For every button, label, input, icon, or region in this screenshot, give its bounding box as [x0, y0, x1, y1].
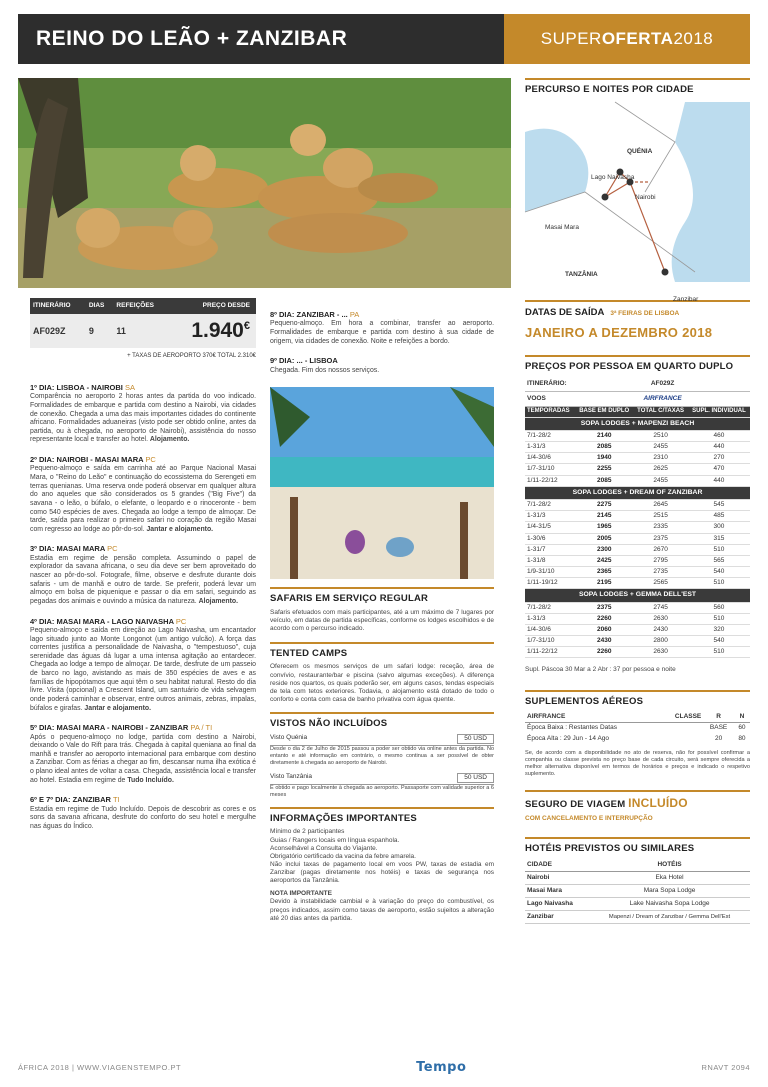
table-row: 1-31/3 2260 2630 510: [525, 613, 750, 624]
day-6-7: [30, 795, 256, 831]
pascoa-note: Supl. Páscoa 30 Mar a 2 Abr : 37 por pessoa e noite: [525, 666, 676, 674]
note-text: Devido à instabilidade cambial e à variação do preço do combustível, os preços indicados, assim como taxas de aeroporto, estão sujeitos a alteração até 20 dias antes da partida.: [270, 898, 494, 922]
day-title: 2º DIA: NAIROBI - MASAI MARA PC: [30, 455, 156, 464]
page-header: [18, 14, 750, 64]
tented-text: Oferecem os mesmos serviços de um safari lodge: receção, área de convívio, restaurante/bar e piscina (salvo algumas exceções). A diferença reside nos quartos, os quais poderão ser, em alguns casos, tendas especiais de tela com tetos exteriores. Todavia, o alojamento está dotado de todo o conforto e conta com casa de banho privativa com água quente.: [270, 663, 494, 703]
super-label: SUPER: [540, 29, 602, 49]
table-row: 1/11-22/12 2260 2630 510: [525, 647, 750, 658]
price-group-header: SOPA LODGES + GEMMA DELL'EST: [525, 589, 750, 602]
table-row: Lago Naivasha Lake Naivasha Sopa Lodge: [525, 898, 750, 911]
table-row: Época Alta : 29 Jun - 14 Ago 20 80: [527, 734, 746, 742]
table-row: 1/4-30/6 2060 2430 320: [525, 624, 750, 635]
hoteis-title: HOTÉIS PREVISTOS OU SIMILARES: [525, 837, 750, 855]
page-footer: [18, 1060, 750, 1076]
day-description: Pequeno-almoço e saída em direção ao Lago Naivasha, um encantador lago situado junto ao Monte Longonot (um antigo vulcão). A força das correntes justifica a personalidade de Naivasha, o "tempestuoso", cuja serenidade das águas dá lugar a uma intensa agitação ao entardecer. Chegada ao lodge a tempo de almoçar. De tarde, desfrute de um passeio de barco no lago, avistando as mais de 350 espécies de aves e as famílias de hipopótamos que aqui têm o seu habitat natural. Resto do dia livre. Visita (opcional) a Crescent Island, um santuário de vida selvagem onde poderá caminhar e observar, entre outros animais, zebras, impalas, búfalos e girafas. Jantar e alojamento.: [30, 626, 256, 712]
visa-name: Visto Quénia: [270, 733, 308, 741]
header-title-bar: [18, 14, 504, 64]
datas-sub: 3ª FEIRAS DE LISBOA: [610, 309, 680, 317]
col-supl: SUPL. INDIVIDUAL: [688, 407, 750, 418]
lions-photo: [18, 78, 511, 288]
column-middle: [270, 310, 494, 923]
seguro-sub: COM CANCELAMENTO E INTERRUPÇÃO: [525, 814, 653, 822]
day-1: [30, 383, 256, 445]
column-left: [30, 298, 256, 832]
table-row: Zanzibar Mapenzi / Dream of Zanzibar / Gemma Dell'Est: [525, 911, 750, 924]
meal-tag: PA / TI: [190, 723, 213, 733]
info-line: Mínimo de 2 participantes: [270, 828, 345, 836]
map-label-masai: Masai Mara: [545, 223, 579, 231]
day-title: 3º DIA: MASAI MARA PC: [30, 544, 118, 554]
col-cidade: CIDADE: [525, 859, 589, 872]
datas-title: DATAS DE SAÍDA: [525, 306, 605, 318]
day-title: 6º E 7º DIA: ZANZIBAR TI: [30, 795, 120, 805]
footer-right: RNAVT 2094: [701, 1063, 750, 1073]
safaris-text: Safaris efetuados com mais participantes, até a um máximo de 7 lugares por veículo, em datas de partida específicas, conforme os lodges escolhidos e de acordo com o percurso indicado.: [270, 609, 494, 633]
hotels-table: [525, 859, 750, 925]
suplementos-title: SUPLEMENTOS AÉREOS: [525, 690, 750, 708]
page-title: REINO DO LEÃO + ZANZIBAR: [36, 26, 348, 50]
price-value: 1.940: [191, 319, 244, 343]
col-temporadas: TEMPORADAS: [525, 407, 575, 418]
table-row: 1/4-31/5 1965 2335 300: [525, 522, 750, 533]
itin-label: ITINERÁRIO:: [525, 377, 575, 392]
col-total: TOTAL C/TAXAS: [633, 407, 688, 418]
prices-table: [525, 377, 750, 658]
price-from: [169, 314, 256, 348]
table-row: Nairobi Eka Hotel: [525, 871, 750, 884]
day-4: [30, 617, 256, 714]
table-row: 1/7-31/10 2255 2625 470: [525, 464, 750, 475]
day-description: Pequeno-almoço. Em hora a combinar, transfer ao aeroporto. Formalidades de embarque e partida com destino à sua cidade de origem, via cidades de conexão. Noite e refeições a bordo.: [270, 320, 494, 345]
table-row: 1/9-31/10 2365 2735 540: [525, 566, 750, 577]
price-summary-table: [30, 298, 256, 348]
price-header-refeicoes: REFEIÇÕES: [113, 298, 169, 314]
prices-body: [525, 417, 750, 658]
day-description: Comparência no aeroporto 2 horas antes da partida do voo indicado. Formalidades de embarque e partida com destino a Nairobi, via cidades de conexão. Chegada a uma das mais importantes cidades do continente africano. Formalidades aduaneiras (visto pode ser obtido online, antes da partida, ou à chegada, no aeroporto de Nairobi), assistência do nosso representante local e transfer ao hotel. Alojamento.: [30, 393, 256, 444]
price-header-dias: DIAS: [86, 298, 114, 314]
table-row: 1-31/3 2145 2515 485: [525, 511, 750, 522]
price-group-header: SOPA LODGES + MAPENZI BEACH: [525, 417, 750, 430]
table-row: 1-31/7 2300 2670 510: [525, 544, 750, 555]
route-map: [525, 102, 750, 303]
day-description: Pequeno-almoço e saída em carrinha até ao Parque Nacional Masai Mara, o "Reino do Leão" e continuação do ecossistema do Serengeti em terras quenianas. Uma reserva onde poderá observar em qualquer altura do ano aqueles que são considerados os 5 grandes ("Big Five") da savana - o leão, o búfalo, o elefante, o leopardo e o rinoceronte - bem como 540 espécies de aves. Chegada ao lodge a tempo de almoçar. De tarde, saída para realizar o primeiro safari no coração da região Masai com regresso ao lodge ao pôr-do-sol. Jantar e alojamento.: [30, 465, 256, 533]
sup-r: R: [703, 712, 734, 723]
meal-tag: PC: [175, 616, 187, 626]
table-row: 7/1-28/2 2140 2510 460: [525, 431, 750, 442]
visa-price: 50 USD: [457, 734, 494, 744]
suplementos-table: [525, 712, 750, 743]
itin-value: AF029Z: [575, 377, 750, 392]
sup-airline: AIRFRANCE: [525, 712, 660, 723]
day-description: Após o pequeno-almoço no lodge, partida com destino a Nairobi, deixando o Vale do Rift para trás. Chegada à capital queniana ao final da manhã e transfer ao aeroporto internacional para embarque com destino a Zanzibar. Com as férias a chegar ao fim, descansar numa ilha exótica é o plano ideal antes de voltar a casa. Chegada, assistência local e transfer ao hotel. Estadia em regime de Tudo Incluído.: [30, 733, 256, 784]
precos-title: PREÇOS POR PESSOA EM QUARTO DUPLO: [525, 355, 750, 373]
info-line: Obrigatório certificado da vacina da febre amarela.: [270, 852, 416, 860]
col-base: BASE EM DUPLO: [575, 407, 633, 418]
info-line: Aconselhável a Consulta do Viajante.: [270, 844, 378, 852]
datas-range: JANEIRO A DEZEMBRO 2018: [525, 324, 713, 340]
beach-photo: [270, 387, 494, 579]
seguro-title: SEGURO DE VIAGEM INCLUÍDO: [525, 790, 750, 811]
day-3: [30, 544, 256, 606]
table-row: Masai Mara Mara Sopa Lodge: [525, 884, 750, 897]
visa-name: Visto Tanzânia: [270, 772, 313, 780]
table-row: 1/4-30/6 1940 2310 270: [525, 453, 750, 464]
price-currency: €: [243, 320, 250, 333]
col-hoteis: HOTÉIS: [589, 859, 750, 872]
map-label-tanzania: TANZÂNIA: [565, 270, 598, 278]
voos-value: AIRFRANCE: [575, 392, 750, 407]
table-row: 1/11-22/12 2085 2455 440: [525, 475, 750, 486]
price-header-preco: PREÇO DESDE: [169, 298, 256, 314]
day-description: Chegada. Fim dos nossos serviços.: [270, 366, 380, 374]
vistos-title: VISTOS NÃO INCLUÍDOS: [270, 712, 494, 730]
departure-dates: [525, 300, 750, 341]
map-label-naivasha: Lago Naivasha: [591, 173, 635, 181]
itinerary-code: AF029Z: [30, 314, 86, 348]
visa-note: Desde o dia 2 de Julho de 2015 passou a poder ser obtido via online antes da partida. No entanto e até informação em contrário, o mesmo continua a ser possível de obter diretamente à chegada ao aeroporto de Nairobi.: [270, 746, 494, 766]
day-5: [30, 723, 256, 785]
table-row: 1/11-19/12 2195 2565 510: [525, 578, 750, 589]
sup-classe: CLASSE: [660, 712, 704, 723]
day-description: Estadia em regime de Tudo Incluído. Depois de descobrir as cores e os sons da savana africana, desfrute do conforto do seu hotel e mergulhe nas águas do Índico.: [30, 805, 256, 830]
visa-tanzania: [270, 773, 494, 799]
map-label-nairobi: Nairobi: [635, 193, 656, 201]
table-row: Época Baixa : Restantes Datas BASE 60: [527, 724, 746, 732]
year-label: 2018: [673, 29, 714, 49]
price-group-header: SOPA LODGES + DREAM OF ZANZIBAR: [525, 486, 750, 499]
table-row: 7/1-28/2 2375 2745 560: [525, 602, 750, 613]
itinerary-days: [30, 383, 256, 832]
sup-n: N: [734, 712, 750, 723]
day-9: [270, 356, 494, 375]
info-line: Não inclui taxas de pagamento local em voos PW, taxas de estadia em Zanzibar (pagas diretamente nos hotéis) e taxas de segurança nos aeroportos da Tanzânia.: [270, 860, 494, 885]
meal-tag: TI: [113, 795, 120, 805]
map-label-zanzibar: Zanzibar: [673, 295, 699, 303]
table-row: 1/7-31/10 2430 2800 540: [525, 636, 750, 647]
info-line: Guias / Rangers locais em língua espanhola.: [270, 836, 400, 844]
visa-price: 50 USD: [457, 773, 494, 783]
price-taxes-note: + TAXAS DE AEROPORTO 370€ TOTAL 2.310€: [127, 353, 256, 360]
day-2: [30, 455, 256, 534]
voos-label: VOOS: [525, 392, 575, 407]
meal-tag: PC: [145, 455, 156, 464]
table-row: 1-31/3 2085 2455 440: [525, 442, 750, 453]
safaris-title: SAFARIS EM SERVIÇO REGULAR: [270, 587, 494, 605]
meals-count: 11: [113, 314, 169, 348]
column-right: [525, 78, 750, 924]
day-title: 1º DIA: LISBOA - NAIROBI SA: [30, 382, 135, 392]
note-title: NOTA IMPORTANTE: [270, 890, 332, 898]
meal-tag: SA: [124, 382, 135, 392]
super-oferta-badge: [504, 14, 750, 64]
days-count: 9: [86, 314, 114, 348]
table-row: 1-30/6 2005 2375 315: [525, 533, 750, 544]
price-header-itinerario: ITINERÁRIO: [30, 298, 86, 314]
tempo-logo: Tempo: [416, 1059, 467, 1075]
visa-note: É obtido e pago localmente à chegada ao aeroporto. Passaporte com validade superior a 6 meses: [270, 784, 494, 798]
meal-tag: PC: [107, 544, 118, 554]
day-title: 5º DIA: MASAI MARA - NAIROBI - ZANZIBAR PA / TI: [30, 723, 213, 733]
map-label-quenia: QUÉNIA: [627, 147, 653, 155]
map-title: PERCURSO E NOITES POR CIDADE: [525, 78, 750, 96]
day-8: [270, 310, 494, 346]
oferta-label: OFERTA: [601, 29, 674, 49]
day-title: 9º DIA: ... - LISBOA: [270, 356, 338, 366]
day-title: 4º DIA: MASAI MARA - LAGO NAIVASHA PC: [30, 616, 187, 626]
footer-left: ÁFRICA 2018 | WWW.VIAGENSTEMPO.PT: [18, 1063, 182, 1073]
table-row: 1-31/8 2425 2795 565: [525, 555, 750, 566]
meal-tag: PA: [349, 310, 360, 319]
suplementos-note: Se, de acordo com a disponibilidade no ato de reserva, não for possível confirmar a companhia ou classe prevista no preço base de cada circuito, será sempre oferecida a melhor alternativa disponível em termos de horários e preços e indicado o respetivo suplemento.: [525, 749, 750, 777]
table-row: 7/1-28/2 2275 2645 545: [525, 500, 750, 511]
day-title: 8º DIA: ZANZIBAR - ... PA: [270, 310, 360, 319]
day-description: Estadia em regime de pensão completa. Assumindo o papel de explorador da savana africana, o seu dia deve ser bem aproveitado do nascer ao pôr-do-sol. Fotografe, filme, observe e desfrute durante dois safaris - um de manhã e outro de tarde. Se preferir, poderá levar um almoço em bolsa de piquenique e passar o dia em safari, seguindo as pegadas dos animais e ouvindo a música da natureza. Alojamento.: [30, 554, 256, 605]
visa-kenya: [270, 734, 494, 767]
info-title: INFORMAÇÕES IMPORTANTES: [270, 807, 494, 825]
tented-title: TENTED CAMPS: [270, 642, 494, 660]
